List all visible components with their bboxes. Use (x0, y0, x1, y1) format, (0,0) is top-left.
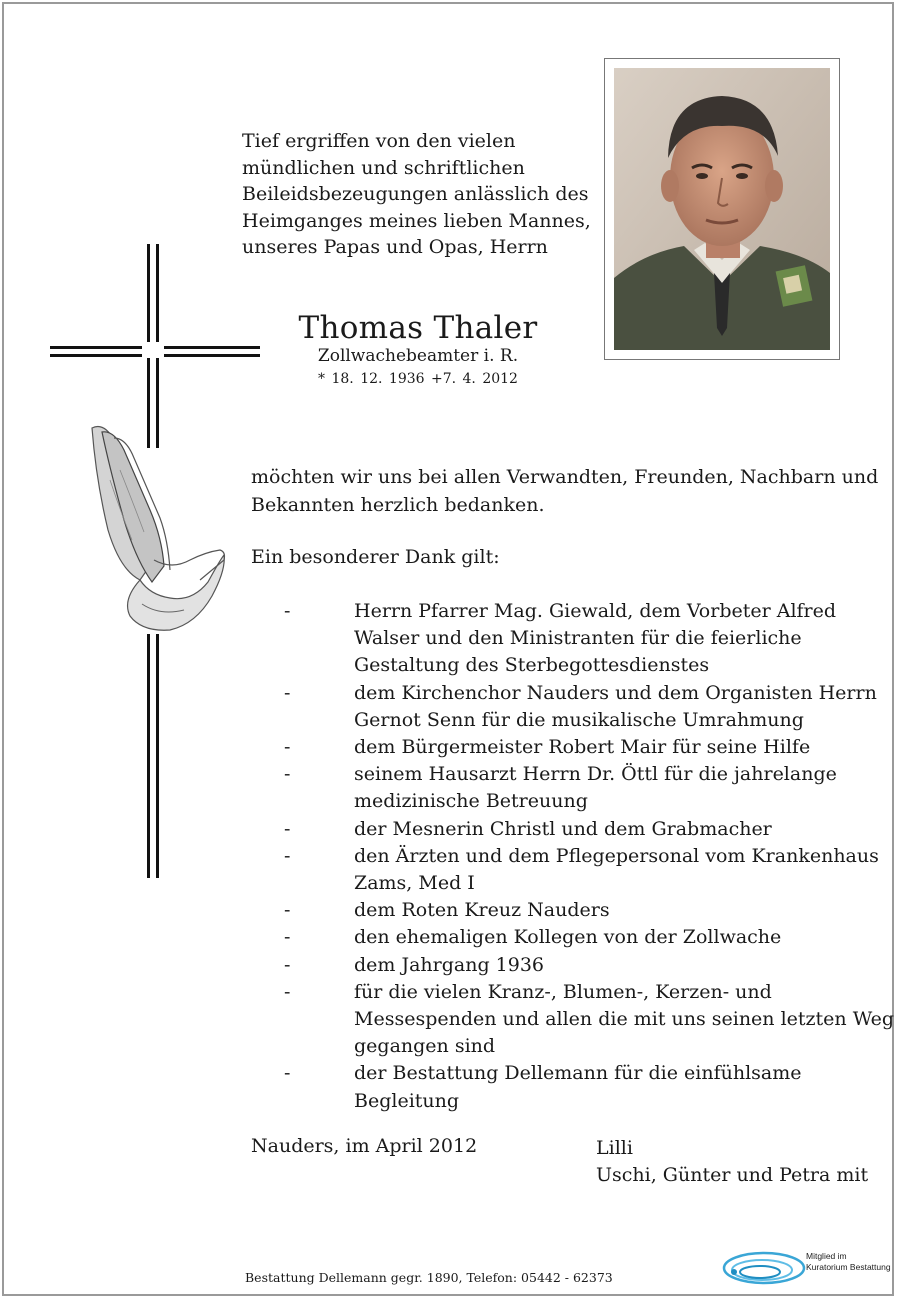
thanks-item (284, 924, 884, 951)
deceased-title: Zollwachebeamter i. R. (317, 346, 519, 366)
thanks-item (284, 897, 884, 924)
thanks-item-line: Messespenden und allen die mit uns seinen letzten Weg (354, 1008, 895, 1031)
thanks-item-line: dem Roten Kreuz Nauders (354, 899, 610, 922)
list-dash: - (284, 763, 291, 786)
thanks-item-line: den Ärzten und dem Pflegepersonal vom Krankenhaus (354, 844, 879, 867)
thanks-item (284, 680, 884, 734)
thanks-item-line: Walser und den Ministranten für die feierliche (354, 627, 802, 650)
thanks-item-line: dem Jahrgang 1936 (354, 953, 545, 976)
thanks-body (251, 464, 879, 519)
thanks-item-line: dem Kirchenchor Nauders und dem Organisten Herrn (354, 681, 877, 704)
thanks-item-text (354, 843, 879, 897)
portrait-photo (614, 68, 830, 350)
thanks-item-line: medizinische Betreuung (354, 790, 588, 813)
thanks-item (284, 979, 895, 1061)
thanks-item-line: Begleitung (354, 1089, 460, 1112)
list-dash: - (284, 926, 291, 949)
thanks-item (284, 1060, 884, 1114)
list-dash: - (284, 1062, 291, 1085)
thanks-item-text (354, 979, 894, 1061)
list-dash: - (284, 953, 291, 976)
thanks-item-line: der Mesnerin Christl und dem Grabmacher (354, 817, 772, 840)
logo-line: Kuratorium Bestattung (806, 1262, 891, 1272)
thanks-item-line: Gernot Senn für die musikalische Umrahmung (354, 708, 804, 731)
intro-line: Beileidsbezeugungen anlässlich des (242, 183, 589, 205)
footer-text: Bestattung Dellemann gegr. 1890, Telefon: 05442 - 62373 (245, 1270, 613, 1285)
signatory: Uschi, Günter und Petra mit (596, 1164, 869, 1186)
logo-line: Mitglied im (806, 1251, 847, 1261)
thanks-item-line: für die vielen Kranz-, Blumen-, Kerzen- und (354, 980, 772, 1003)
place-date: Nauders, im April 2012 (251, 1135, 478, 1157)
thanks-item (284, 952, 884, 979)
thanks-item (284, 843, 884, 897)
thanks-item-text (354, 734, 810, 761)
thanks-list (284, 598, 895, 1115)
intro-line: Tief ergriffen von den vielen (242, 130, 516, 152)
intro-text (242, 128, 592, 261)
thanks-item-line: gegangen sind (354, 1035, 496, 1058)
thanks-item-text (354, 598, 836, 680)
list-dash: - (284, 899, 291, 922)
list-dash: - (284, 681, 291, 704)
list-dash: - (284, 980, 291, 1003)
thanks-item (284, 734, 884, 761)
praying-hands-icon (80, 420, 228, 632)
thanks-item (284, 761, 884, 815)
thanks-item (284, 816, 884, 843)
thanks-item-line: Herrn Pfarrer Mag. Giewald, dem Vorbeter Alfred (354, 600, 837, 622)
thanks-item-line: Zams, Med I (354, 872, 475, 895)
list-dash: - (284, 736, 291, 759)
signatories (596, 1135, 868, 1189)
thanks-item-text (354, 680, 877, 734)
intro-line: unseres Papas und Opas, Herrn (242, 236, 548, 258)
thanks-item-line: dem Bürgermeister Robert Mair für seine Hilfe (354, 736, 811, 759)
thanks-item-line: Gestaltung des Sterbegottesdienstes (354, 654, 710, 677)
thanks-item-text (354, 952, 544, 979)
list-dash: - (284, 600, 291, 622)
deceased-dates: * 18. 12. 1936 +7. 4. 2012 (318, 371, 518, 387)
thanks-item-text (354, 924, 781, 951)
logo-caption (806, 1251, 891, 1273)
body-line: möchten wir uns bei allen Verwandten, Freunden, Nachbarn und (251, 466, 879, 488)
thanks-item-line: der Bestattung Dellemann für die einfühlsame (354, 1062, 802, 1085)
intro-line: mündlichen und schriftlichen (242, 156, 525, 179)
intro-line: Heimganges meines lieben Mannes, (242, 209, 591, 232)
thanks-item (284, 598, 884, 680)
thanks-item-text (354, 897, 610, 924)
thanks-item-line: seinem Hausarzt Herrn Dr. Öttl für die jahrelange (354, 763, 837, 786)
signatory: Lilli (596, 1137, 633, 1159)
thanks-heading: Ein besonderer Dank gilt: (251, 546, 500, 568)
list-dash: - (284, 844, 291, 867)
thanks-item-line: den ehemaligen Kollegen von der Zollwache (354, 926, 782, 949)
thanks-item-text (354, 816, 772, 843)
body-line: Bekannten herzlich bedanken. (251, 493, 545, 516)
list-dash: - (284, 817, 291, 840)
deceased-name: Thomas Thaler (298, 310, 538, 346)
thanks-item-text (354, 1060, 802, 1114)
thanks-item-text (354, 761, 837, 815)
